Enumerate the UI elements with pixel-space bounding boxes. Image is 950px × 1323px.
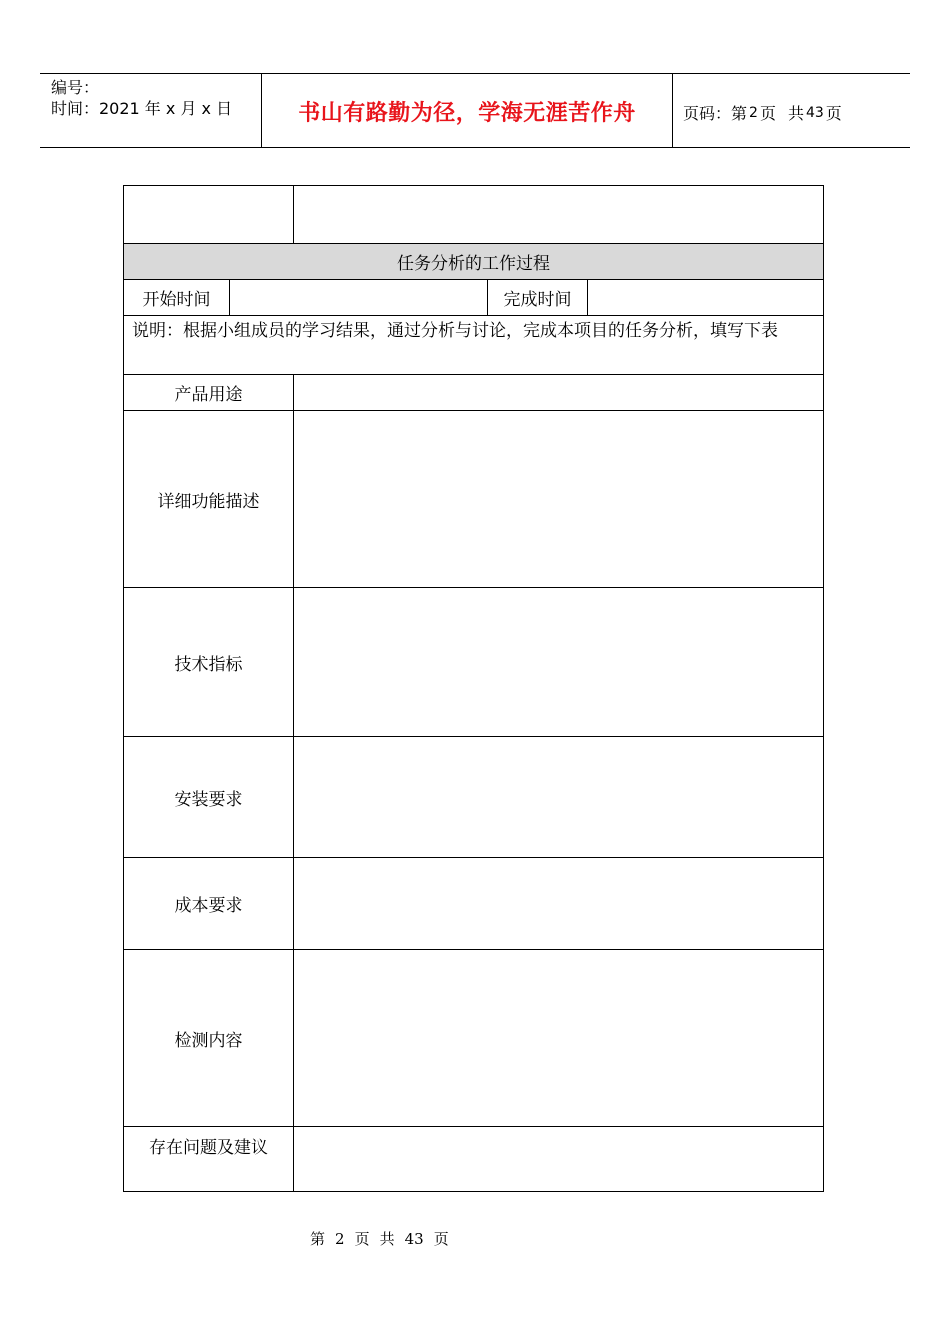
row-label-installation: 安装要求 — [124, 737, 294, 858]
page-number: 2 — [749, 104, 758, 121]
page-label-prefix: 页码：第 — [683, 104, 748, 123]
section-title: 任务分析的工作过程 — [124, 244, 824, 280]
product-use-field[interactable] — [294, 375, 824, 411]
inspection-field[interactable] — [294, 950, 824, 1127]
table-row — [124, 588, 824, 737]
table-row — [124, 950, 824, 1127]
row-label-technical-specs: 技术指标 — [124, 588, 294, 737]
technical-specs-field[interactable] — [294, 588, 824, 737]
table-row — [124, 244, 824, 280]
header-motto: 书山有路勤为径，学海无涯苦作舟 — [262, 74, 673, 147]
row-label-cost: 成本要求 — [124, 858, 294, 950]
footer-page-suffix: 页 — [354, 1230, 370, 1248]
page-total: 43 — [805, 104, 824, 121]
table-row — [124, 1127, 824, 1192]
issues-field[interactable] — [294, 1127, 824, 1192]
start-time-label: 开始时间 — [124, 280, 230, 316]
page-label-mid: 页 — [759, 104, 776, 123]
page-header — [40, 73, 910, 148]
footer-prefix: 第 — [310, 1230, 326, 1248]
page-total-prefix: 共 — [787, 104, 804, 123]
table-row — [124, 316, 824, 375]
row-label-product-use: 产品用途 — [124, 375, 294, 411]
installation-field[interactable] — [294, 737, 824, 858]
row-label-inspection: 检测内容 — [124, 950, 294, 1127]
blank-cell[interactable] — [124, 186, 294, 244]
task-analysis-table — [123, 185, 824, 1192]
start-time-field[interactable] — [230, 280, 488, 316]
footer-total: 43 — [404, 1230, 424, 1248]
row-label-function-description: 详细功能描述 — [124, 411, 294, 588]
page-footer — [0, 1228, 950, 1249]
end-time-label: 完成时间 — [488, 280, 588, 316]
footer-total-prefix: 共 — [379, 1230, 395, 1248]
header-page-info — [673, 74, 910, 149]
table-row — [124, 375, 824, 411]
function-description-field[interactable] — [294, 411, 824, 588]
cost-field[interactable] — [294, 858, 824, 950]
serial-label: 编号： — [51, 78, 100, 97]
end-time-field[interactable] — [588, 280, 824, 316]
table-row — [124, 186, 824, 244]
table-row — [124, 858, 824, 950]
blank-cell[interactable] — [294, 186, 824, 244]
footer-total-suffix: 页 — [433, 1230, 449, 1248]
page-label-suffix: 页 — [825, 104, 842, 123]
table-row — [124, 411, 824, 588]
row-label-issues: 存在问题及建议 — [124, 1127, 294, 1192]
footer-page-number: 2 — [335, 1230, 345, 1248]
header-meta — [40, 74, 262, 147]
instructions-note: 说明：根据小组成员的学习结果，通过分析与讨论，完成本项目的任务分析，填写下表 — [124, 316, 824, 375]
date-label: 时间：2021 年 x 月 x 日 — [51, 99, 233, 118]
table-row — [124, 737, 824, 858]
table-row — [124, 280, 824, 316]
